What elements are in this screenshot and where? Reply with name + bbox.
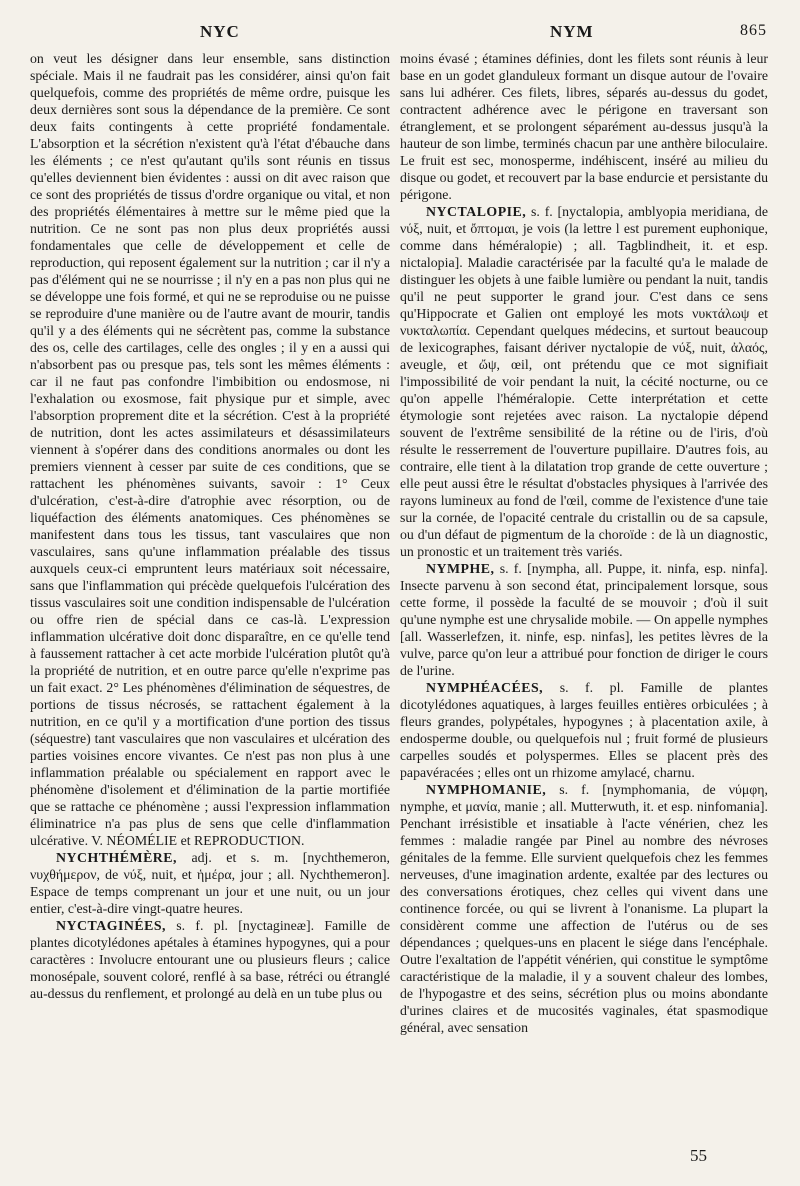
entry-body: s. f. pl. [nyctagineæ]. Famille de plantes dicotylédones apétales à étamines hypogynes, qui a pour caractères : Involucre entourant une ou plusieurs fleurs ; calice monosépale, souvent coloré, renflé à sa base, rétréci ou étranglé au-dessus du renflement, et prolongé au delà en un tube plus ou <box>30 918 390 1001</box>
headword: NYCTAGINÉES, <box>56 918 166 933</box>
headword: NYCHTHÉMÈRE, <box>56 850 177 865</box>
entry-body: adj. et s. m. [nychthemeron, νυχθήμερον, de νύξ, nuit, et ἡμέρα, jour ; all. Nychthemeron]. Espace de temps comprenant un jour et une nuit, ou un jour entier, c'est-à-dire vingt-quatre heures. <box>30 850 390 916</box>
entry-body: s. f. [nympha, all. Puppe, it. ninfa, esp. ninfa]. Insecte parvenu à son second état, principalement lorsque, sous cette forme, il possède la faculté de se mouvoir ; d'où il suit qu'une nymphe est une chrysalide mobile. — On appelle nymphes [all. Wasserlefzen, it. ninfe, esp. ninfas], les petites lèvres de la vulve, parce qu'on leur a attribué pour fonction de diriger le cours de l'urine. <box>400 561 768 678</box>
headword: NYCTALOPIE, <box>426 204 527 219</box>
right-column <box>400 50 768 1150</box>
entry-nyctaginees <box>30 917 390 1002</box>
header-left-guideword: NYC <box>200 22 240 41</box>
left-column <box>30 50 390 1150</box>
entry-nychthemere <box>30 849 390 917</box>
continued-paragraph: on veut les désigner dans leur ensemble, sans distinction spéciale. Mais il ne faudrait pas les considérer, ainsi qu'on fait quelquefois, comme des propriétés de même ordre, puisque les deux dernières sont sous la dépendance de la première. Ce sont deux faits contingents à cette propriété fondamentale. L'absorption et la sécrétion n'existent qu'à l'état d'ébauche dans les éléments ; ce n'est qu'autant qu'ils sont réunis en tissus qu'elles deviennent bien évidentes : aussi on dit avec raison que ce sont des propriétés de tissus d'ordre organique ou vital, et non des propriétés élémentaires à mettre sur le même pied que la nutrition. Ce ne sont pas non plus deux propriétés aussi fondamentales que celle de développement et celle de reproduction, qui reposent également sur la nutrition ; car il n'y a pas d'élément qui ne se nourrisse ; il n'y en a pas non plus qui ne se développe une fois formé, et qui ne se reproduise ou ne puisse se reproduire d'une manière ou de l'autre avant de mourir, tandis qu'il y a des éléments qui ne sécrètent pas, comme la substance des os, celle des cartilages, celle des ongles ; il y en a aussi qui n'absorbent pas ou presque pas, tels sont les mêmes éléments : car il ne faut pas confondre l'imbibition ou endosmose, ni l'exhalation ou exosmose, fait physique pur et simple, avec l'absorption proprement dite et la sécrétion. C'est à la propriété de nutrition, dont les actes assimilateurs et désassimilateurs viennent à s'opérer dans des conditions anormales ou dont les premiers viennent à cesser par suite de ces conditions, que se rattachent les phénomènes suivants, savoir : 1° Ceux d'ulcération, c'est-à-dire d'atrophie avec résorption, ou de liquéfaction des éléments anatomiques. Ces phénomènes se manifestent dans tous les tissus, tant vasculaires que non vasculaires, sans qu'une inflammation préalable des tissus auxquels ceux-ci empruntent leurs matériaux soit nécessaire, sans que l'inflammation qui précède quelquefois l'ulcération des tissus vasculaires soit une condition indispensable de l'ulcération ou offre rien de spécial dans ce cas-là. L'expression inflammation ulcérative doit donc disparaître, en ce qu'elle tend à faussement rattacher à cet acte morbide l'ulcération plutôt qu'à la propriété de nutrition, et en outre parce qu'elle n'exprime pas un fait exact. 2° Les phénomènes d'élimination de séquestres, de portions de tissus nécrosés, se rattachent également à la nutrition, en ce qu'il y a mortification d'une portion des tissus (séquestre) tant vasculaires que non vasculaires et ulcération des parties voisines encore vivantes. Ce n'est pas non plus à une inflammation préalable ou spécialement en rapport avec le phénomène d'isolement et d'élimination de la partie mortifiée que se rattache ce phénomène ; aussi l'expression inflammation éliminatrice n'a pas plus de sens que celle d'inflammation ulcérative. V. NÉOMÉLIE et REPRODUCTION. <box>30 51 390 848</box>
entry-body: s. f. [nyctalopia, amblyopia meridiana, de νύξ, nuit, et ὄπτομαι, je vois (la lettre l est purement euphonique, comme dans héméralopie) ; all. Tagblindheit, it. et esp. nictalopia]. Maladie caractérisée par la faculté qu'a le malade de distinguer les objets à une faible lumière ou pendant la nuit, tandis qu'il ne peut supporter le grand jour. C'est dans ce sens qu'Hippocrate et Galien ont employé les mots νυκτάλωψ et νυκταλωπία. Cependant quelques médecins, et surtout beaucoup de lexicographes, faisant dériver nyctalopie de νύξ, nuit, ἀλαός, aveugle, et ὤψ, œil, ont prétendu que ce mot signifiait l'impossibilité de voir pendant la nuit, la cécité nocturne, ou ce qu'on appelle l'héméralopie. Cette interprétation et cette étymologie sont rejetées avec raison. La nyctalopie dépend souvent de l'extrême sensibilité de la rétine ou de l'iris, d'où résulte le resserrement de l'ouverture pupillaire. D'autres fois, au contraire, elle tient à la dilatation trop grande de cette ouverture ; elle peut aussi être le résultat d'obstacles physiques à l'arrivée des rayons lumineux au fond de l'œil, comme de l'existence d'une taie sur la cornée, de l'opacité centrale du cristallin ou de sa capsule, ou d'un défaut de pigmentum de la choroïde : de là un diagnostic, un pronostic et un traitement très variés. <box>400 204 768 559</box>
entry-body: s. f. [nymphomania, de νύμφη, nymphe, et μανία, manie ; all. Mutterwuth, it. et esp. ninfomania]. Penchant irrésistible et insatiable à l'acte vénérien, chez les femmes : maladie rangée par Pinel au nombre des névroses génitales de la femme. Elle survient quelquefois chez les femmes nerveuses, d'une imagination ardente, exaltée par des lectures ou des conversations érotiques, chez celles qui vivent dans une continence forcée, ou qui se livrent à l'onanisme. La plupart la considèrent comme une affection de l'utérus ou de ses dépendances ; quelques-uns en placent le siége dans l'encéphale. Outre l'exaltation de l'appétit vénérien, qui constitue le symptôme caractéristique de la maladie, il y a souvent chaleur des lombes, de l'hypogastre et des seins, sécrétion plus ou moins abondante d'urines claires et de mucosités vaginales, état spasmodique général, avec sensation <box>400 782 768 1035</box>
running-header <box>0 22 800 52</box>
entry-body: s. f. pl. Famille de plantes dicotylédones aquatiques, à larges feuilles entières orbiculées ; à fleurs grandes, polypétales, hypogynes ; à placentation axile, à endosperme double, ou quelquefois nul ; fruit formé de plusieurs carpelles soudés et polyspermes. Elles se placent près des papavéracées ; elles ont un rhizome amylacé, charnu. <box>400 680 768 780</box>
continued-paragraph: moins évasé ; étamines définies, dont les filets sont réunis à leur base en un godet glanduleux formant un disque autour de l'ovaire sans lui adhérer. Ces filets, libres, séparés au-dessus du godet, contractent adhérence avec le périgone en traversant son étranglement, et se prolongent séparément au-dessus jusqu'à la hauteur de son limbe, terminés chacun par une anthère biloculaire. Le fruit est sec, monosperme, indéhiscent, inséré au milieu du disque ou godet, et recouvert par la base endurcie et persistante du périgone. <box>400 51 768 202</box>
headword: NYMPHÉACÉES, <box>426 680 544 695</box>
entry-nympheacees <box>400 679 768 781</box>
headword: NYMPHE, <box>426 561 495 576</box>
page-number: 865 <box>740 22 767 39</box>
entry-nymphe <box>400 560 768 679</box>
header-right-guideword: NYM <box>550 22 594 41</box>
entry-nymphomanie <box>400 781 768 1036</box>
headword: NYMPHOMANIE, <box>426 782 547 797</box>
signature-mark: 55 <box>690 1146 707 1165</box>
entry-nyctalopie <box>400 203 768 560</box>
